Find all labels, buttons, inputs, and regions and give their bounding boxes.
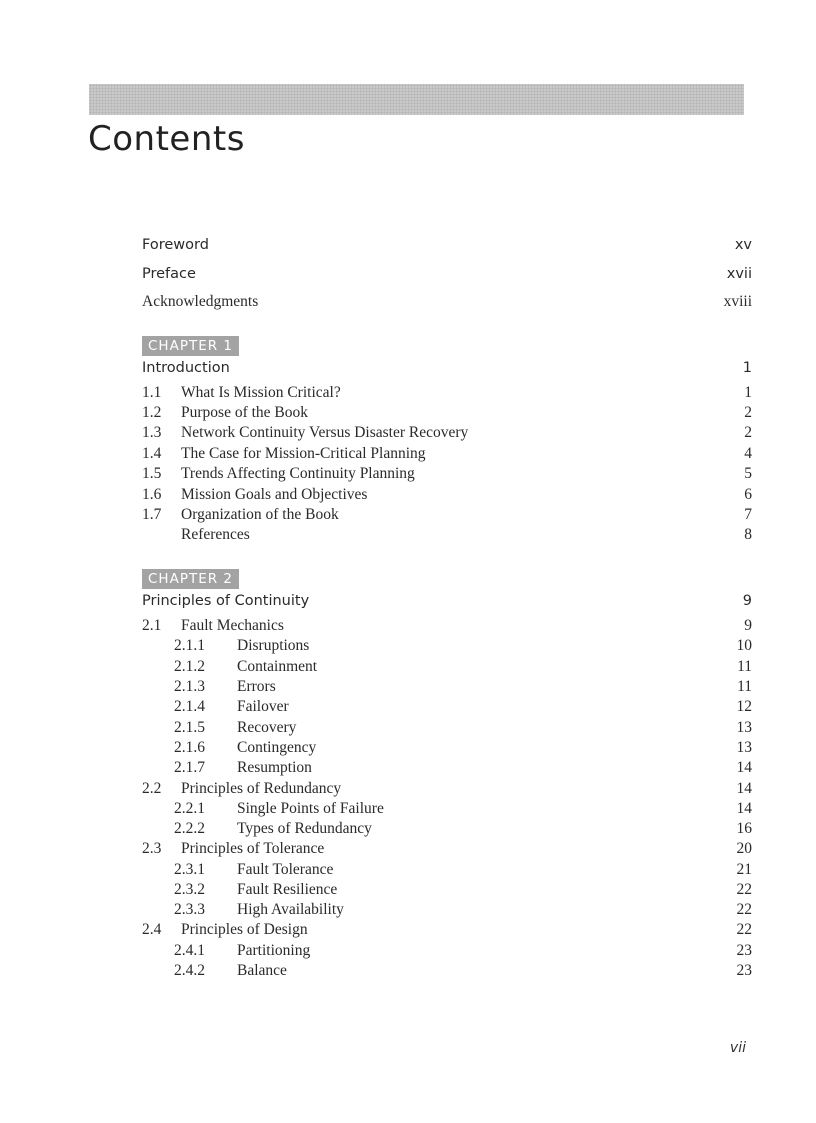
entry-title: Foreword: [142, 237, 209, 253]
section-number: 1.7: [142, 506, 162, 523]
toc-section: [142, 505, 752, 525]
toc-subsection: [142, 900, 752, 920]
toc-subsection: [142, 636, 752, 656]
chapter-page: 1: [742, 360, 752, 376]
chapter-title: Introduction: [142, 360, 230, 376]
subsection-title: Errors: [237, 678, 276, 695]
subsection-page: 21: [736, 861, 752, 878]
toc-subsection: [142, 961, 752, 981]
subsection-title: Single Points of Failure: [237, 800, 384, 817]
section-page: 8: [744, 526, 752, 543]
subsection-number: 2.2.2: [174, 820, 205, 837]
section-page: 22: [736, 921, 752, 938]
section-title: References: [181, 526, 250, 543]
subsection-page: 16: [736, 820, 752, 837]
subsection-number: 2.1.6: [174, 739, 205, 756]
section-title: Trends Affecting Continuity Planning: [181, 465, 415, 482]
subsection-number: 2.1.4: [174, 698, 205, 715]
subsection-title: Fault Resilience: [237, 881, 338, 898]
chapter-1-title-row: [142, 358, 752, 378]
subsection-page: 14: [736, 800, 752, 817]
section-title: Mission Goals and Objectives: [181, 486, 368, 503]
entry-title: Acknowledgments: [142, 293, 259, 310]
subsection-page: 13: [736, 739, 752, 756]
section-number: 1.6: [142, 486, 162, 503]
toc-section-references: [142, 525, 752, 545]
section-page: 1: [744, 384, 752, 401]
section-number: 1.4: [142, 445, 162, 462]
section-title: Organization of the Book: [181, 506, 339, 523]
entry-page: xvii: [726, 266, 752, 282]
section-page: 9: [744, 617, 752, 634]
section-page: 6: [744, 486, 752, 503]
section-page: 14: [736, 780, 752, 797]
toc-subsection: [142, 880, 752, 900]
entry-page: xv: [734, 237, 752, 253]
chapter-1-badge: CHAPTER 1: [142, 336, 239, 356]
toc-section: [142, 403, 752, 423]
section-number: 2.1: [142, 617, 162, 634]
section-page: 2: [744, 424, 752, 441]
subsection-title: Fault Tolerance: [237, 861, 334, 878]
section-page: 4: [744, 445, 752, 462]
subsection-number: 2.3.3: [174, 901, 205, 918]
section-title: Network Continuity Versus Disaster Recovery: [181, 424, 469, 441]
chapter-title: Principles of Continuity: [142, 593, 310, 609]
section-title: Principles of Redundancy: [181, 780, 342, 797]
subsection-title: Partitioning: [237, 942, 311, 959]
subsection-title: Contingency: [237, 739, 317, 756]
toc-subsection: [142, 758, 752, 778]
toc-subsection: [142, 738, 752, 758]
subsection-number: 2.3.2: [174, 881, 205, 898]
toc-subsection: [142, 657, 752, 677]
section-number: 1.3: [142, 424, 162, 441]
subsection-page: 13: [736, 719, 752, 736]
toc-section: [142, 779, 752, 799]
section-page: 2: [744, 404, 752, 421]
toc-subsection: [142, 799, 752, 819]
subsection-title: High Availability: [237, 901, 344, 918]
toc-entry-preface: [142, 264, 752, 284]
subsection-page: 10: [736, 637, 752, 654]
subsection-title: Disruptions: [237, 637, 310, 654]
section-title: Purpose of the Book: [181, 404, 309, 421]
toc-entry-acknowledgments: [142, 292, 752, 312]
section-title: What Is Mission Critical?: [181, 384, 341, 401]
section-title: Fault Mechanics: [181, 617, 284, 634]
toc-section: [142, 464, 752, 484]
toc-section: [142, 616, 752, 636]
section-number: 2.4: [142, 921, 162, 938]
subsection-number: 2.1.5: [174, 719, 205, 736]
subsection-number: 2.1.2: [174, 658, 205, 675]
page-number: vii: [729, 1040, 746, 1056]
header-band: [89, 84, 744, 115]
subsection-page: 11: [737, 678, 752, 695]
toc-subsection: [142, 718, 752, 738]
subsection-number: 2.1.7: [174, 759, 205, 776]
subsection-number: 2.1.1: [174, 637, 205, 654]
subsection-title: Recovery: [237, 719, 297, 736]
section-number: 1.1: [142, 384, 162, 401]
subsection-number: 2.4.2: [174, 962, 205, 979]
section-page: 7: [744, 506, 752, 523]
subsection-title: Failover: [237, 698, 289, 715]
subsection-number: 2.2.1: [174, 800, 205, 817]
section-title: The Case for Mission-Critical Planning: [181, 445, 426, 462]
toc-subsection: [142, 697, 752, 717]
toc-subsection: [142, 819, 752, 839]
subsection-number: 2.3.1: [174, 861, 205, 878]
section-number: 1.2: [142, 404, 162, 421]
subsection-page: 23: [736, 942, 752, 959]
section-title: Principles of Design: [181, 921, 308, 938]
toc-section: [142, 423, 752, 443]
section-number: 2.3: [142, 840, 162, 857]
chapter-2-title-row: [142, 591, 752, 611]
section-number: 2.2: [142, 780, 162, 797]
subsection-page: 22: [736, 881, 752, 898]
chapter-2-badge: CHAPTER 2: [142, 569, 239, 589]
subsection-title: Types of Redundancy: [237, 820, 372, 837]
toc-entry-foreword: [142, 235, 752, 255]
subsection-title: Containment: [237, 658, 318, 675]
subsection-title: Resumption: [237, 759, 312, 776]
toc-section: [142, 920, 752, 940]
chapter-page: 9: [742, 593, 752, 609]
toc-section: [142, 444, 752, 464]
section-title: Principles of Tolerance: [181, 840, 325, 857]
subsection-page: 11: [737, 658, 752, 675]
subsection-page: 22: [736, 901, 752, 918]
page-title: Contents: [88, 119, 245, 159]
section-page: 20: [736, 840, 752, 857]
subsection-page: 23: [736, 962, 752, 979]
subsection-page: 14: [736, 759, 752, 776]
toc-subsection: [142, 677, 752, 697]
section-page: 5: [744, 465, 752, 482]
subsection-number: 2.1.3: [174, 678, 205, 695]
toc-subsection: [142, 860, 752, 880]
toc-subsection: [142, 941, 752, 961]
entry-title: Preface: [142, 266, 196, 282]
subsection-title: Balance: [237, 962, 287, 979]
toc-section: [142, 485, 752, 505]
toc-section: [142, 383, 752, 403]
toc-section: [142, 839, 752, 859]
entry-page: xviii: [723, 293, 752, 310]
section-number: 1.5: [142, 465, 162, 482]
subsection-page: 12: [736, 698, 752, 715]
subsection-number: 2.4.1: [174, 942, 205, 959]
